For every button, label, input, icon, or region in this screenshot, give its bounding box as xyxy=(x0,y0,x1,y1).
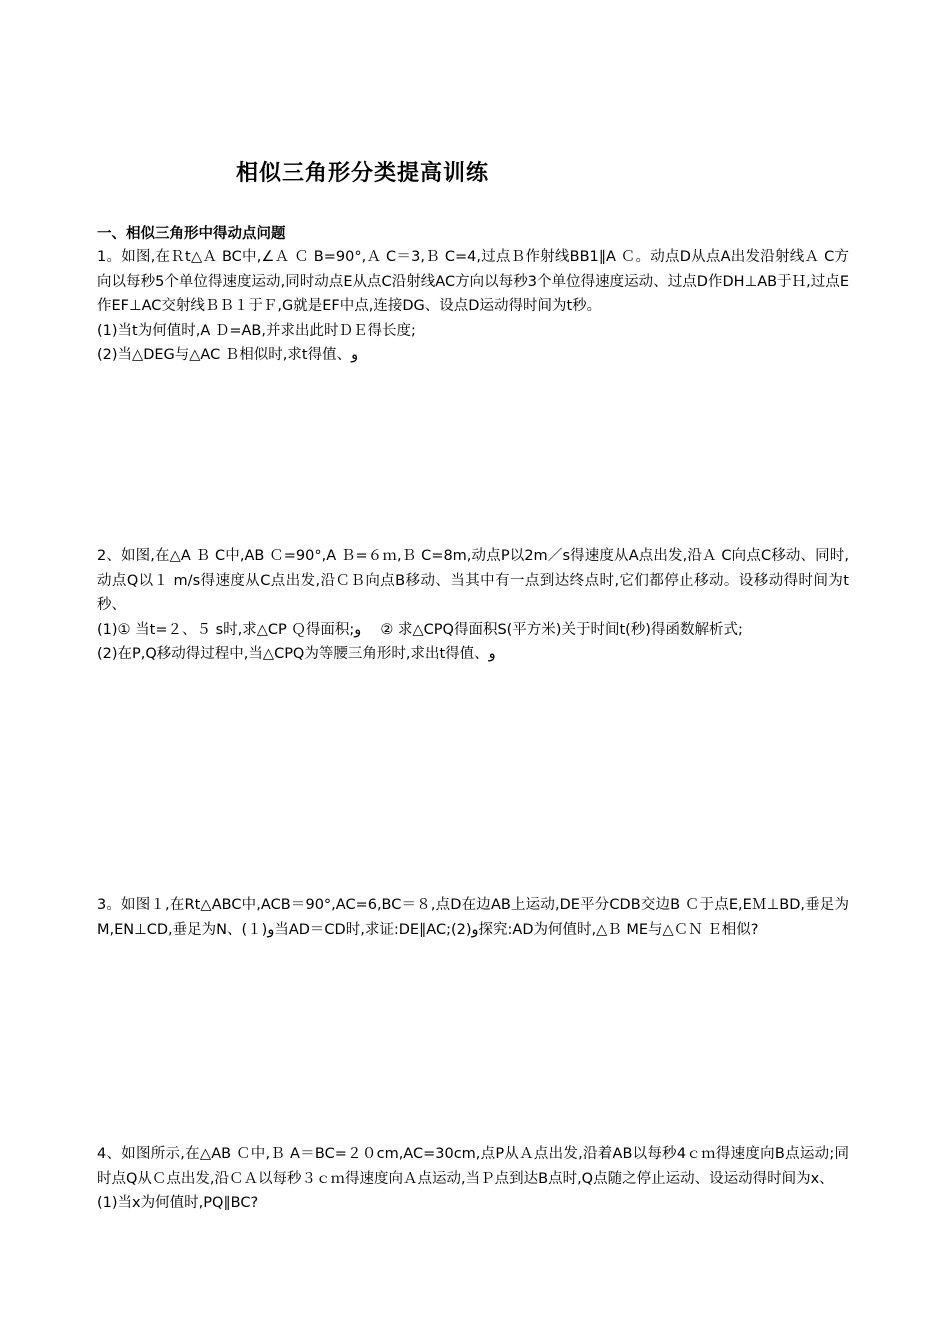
problem-1 xyxy=(97,245,849,368)
problem-2-stem: 2、如图,在△A Ｂ C中,AB Ｃ=90°,A Ｂ=６ｍ,Ｂ C=8m,动点P以2m／s得速度从A点出发,沿Ａ C向点C移动、同时,动点Q以１ m/s得速度从C点出发,沿ＣＢ向点B移动、当其中有一点到达终点时,它们都停止移动。设移动得时间为t秒、 xyxy=(97,548,849,613)
problem-2-question-2: (2)在P,Q移动得过程中,当△CPQ为等腰三角形时,求出t得值、و xyxy=(97,646,496,662)
problem-1-question-2: (2)当△DEG与△AC Ｂ相似时,求t得值、و xyxy=(97,347,359,363)
problem-3 xyxy=(97,893,849,942)
problem-3-stem: 3。如图１,在Rt△ABC中,ACB＝90°,AC=6,BC＝８,点D在边AB上运动,DE平分CDB交边B Ｃ于点E,EＭ⊥BD,垂足为M,EN⊥CD,垂足为N、(１)و当AD＝CD时,求证:DE∥AC;(2)و探究:AD为何值时,△Ｂ ME与△ＣＮ Ｅ相似? xyxy=(97,897,849,938)
problem-2-question-1: (1)① 当t=２、５ s时,求△CP Ｑ得面积;و ② 求△CPQ得面积S(平方米)关于时间t(秒)得函数解析式; xyxy=(97,621,743,638)
problem-4-stem: 4、如图所示,在△AB Ｃ中,Ｂ A＝BC=２０cm,AC=30cm,点P从Ａ点出发,沿着AB以每秒4ｃｍ得速度向B点运动;同时点Q从Ｃ点出发,沿ＣＡ以每秒３ｃｍ得速度向Ａ点运动,当Ｐ点到达B点时,Q点随之停止运动、设运动得时间为x、 xyxy=(97,1146,849,1187)
problem-1-stem: 1。如图,在Ｒt△Ａ BC中,∠Ａ Ｃ B=90°,Ａ C＝3,Ｂ C=4,过点Ｂ作射线BB1∥A Ｃ。动点D从点A出发沿射线Ａ C方向以每秒5个单位得速度运动,同时动点E从点C沿射线AC方向以每秒3个单位得速度运动、过点D作DH⊥AB于Ｈ,过点E作EF⊥AC交射线ＢＢ１于Ｆ,G就是EF中点,连接DG、设点D运动得时间为t秒。 xyxy=(97,249,849,314)
problem-4-question-1: (1)当x为何值时,PQ∥BC? xyxy=(97,1195,259,1211)
section-heading: 一、相似三角形中得动点问题 xyxy=(97,226,286,242)
page-title: 相似三角形分类提高训练 xyxy=(236,161,490,186)
problem-4 xyxy=(97,1142,849,1216)
problem-1-question-1: (1)当t为何值时,A Ｄ=AB,并求出此时ＤＥ得长度; xyxy=(97,322,416,339)
problem-2 xyxy=(97,544,849,667)
